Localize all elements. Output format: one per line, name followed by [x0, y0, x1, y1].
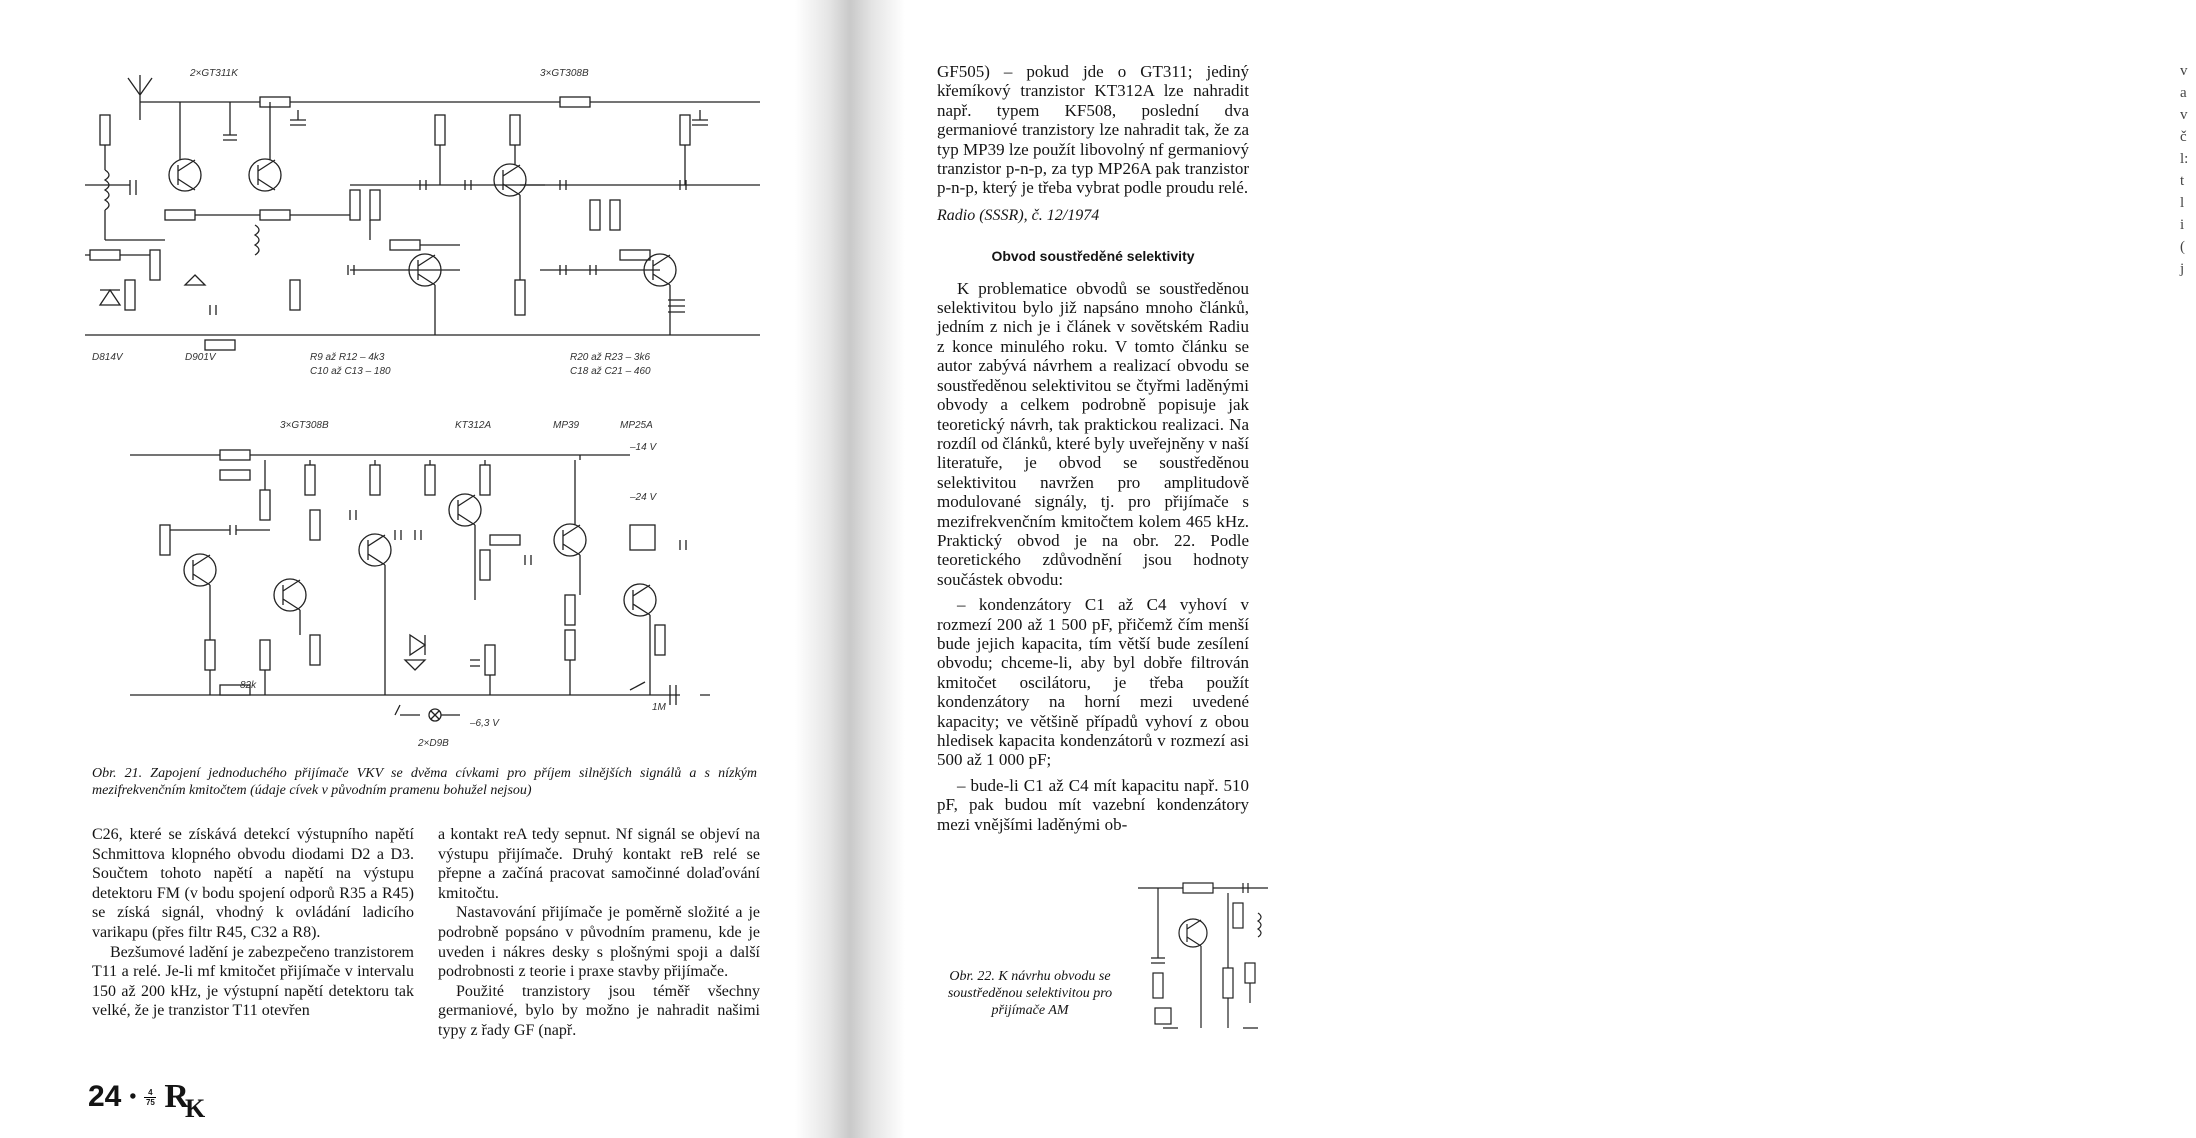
issue-number: 4 — [148, 1087, 153, 1097]
list-item: – bude-li C1 až C4 mít kapacitu např. 510 pF, pak budou mít vazební kondenzátory mezi vnějšími laděnými ob- — [937, 775, 1249, 834]
label-diodes-d9b: 2×D9B — [418, 738, 449, 749]
right-column — [937, 62, 1249, 834]
label-r20-r23: R20 až R23 – 3k6 — [570, 352, 651, 363]
label-transistors-t1-t2: 2×GT311K — [190, 68, 238, 79]
right-page — [905, 0, 2189, 1138]
source-reference: Radio (SSSR), č. 12/1974 — [937, 206, 1100, 224]
paragraph: Použité tranzistory jsou téměř všechny germaniové, bylo by možno je nahradit našimi typy z řady GF (např. — [438, 982, 760, 1039]
paragraph: a kontakt reA tedy sepnut. Nf signál se objeví na výstupu přijímače. Druhý kontakt reB relé se přepne a začíná pracovat samočinné dolaďování kmitočtu. — [438, 826, 760, 902]
paragraph: C26, které se získává detekcí výstupního napětí Schmittova klopného obvodu diodami D2 a D3. Součtem tohoto napětí a napětí na výstupu detektoru FM (v bodu spojení odporů R35 a R45) se získá signál, vhodný k ovládání ladicího varikapu (přes filtr R45, C32 a R8). — [92, 826, 414, 941]
figure-21-schematic — [70, 60, 780, 740]
figure-22-schematic — [1133, 868, 1273, 1038]
book-gutter — [795, 0, 905, 1138]
label-supply-6v3: –6,3 V — [470, 718, 499, 729]
label-r9-r12: R9 až R12 – 4k3 — [310, 352, 385, 363]
left-page — [0, 0, 815, 1138]
paragraph: Nastavování přijímače je poměrně složité a je podrobně popsáno v původním pramenu, kde je uveden i nákres desky s plošnými spoji a další podrobnosti z teorie i praxe stavby přijímače. — [438, 904, 760, 981]
paragraph: Bezšumové ladění je zabezpečeno tranzistorem T11 a relé. Je-li mf kmitočet přijímače v intervalu 150 až 200 kHz, je výstupní napětí detektoru tak velké, že je tranzistor T11 otevřen — [92, 943, 414, 1020]
label-c10-c13: C10 až C13 – 180 — [310, 366, 391, 377]
label-bottom-transistors: 3×GT308B — [280, 420, 329, 431]
label-kt312a: KT312A — [455, 420, 492, 431]
issue-fraction — [144, 1088, 156, 1107]
label-diode-d2: D901V — [185, 352, 216, 363]
paragraph: K problematice obvodů se soustředěnou selektivitou bylo již napsáno mnoho článků, jedním z nich je i článek v sovětském Radiu z konce minulého roku. V tomto článku se autor zabývá návrhem a realizací obvodu se soustředěnou selektivitou se čtyřmi laděnými obvody a celkem podrobně popisuje jak teoretický návrh, tak praktickou realizaci. Na rozdíl od článků, které byly uveřejněny v naší literatuře, je obvod se soustředěnou selektivitou navržen pro amplitudově modulované signály, tj. pro přijímače s mezifrekvenčním kmitočtem kolem 465 kHz. Praktický obvod je na obr. 22. Podle teoretického zdůvodnění jsou hodnoty součástek obvodu: — [937, 278, 1249, 589]
page-folio — [88, 1078, 202, 1123]
label-supply-14v: –14 V — [630, 442, 657, 453]
left-column-2 — [438, 825, 760, 1041]
label-r45: 82k — [240, 680, 257, 691]
label-supply-24v: –24 V — [630, 492, 657, 503]
label-c18-c21: C18 až C21 – 460 — [570, 366, 651, 377]
label-diode-d1: D814V — [92, 352, 123, 363]
left-column-1 — [92, 825, 414, 1021]
list-item: – kondenzátory C1 až C4 vyhoví v rozmezí 200 až 1 500 pF, přičemž čím menší bude jejich kapacita, tím větší bude zesílení obvodu; chceme-li, aby byl dobře filtrován kmitočet oscilátoru, je třeba použít kondenzátory na horní mezi uvedené kapacity; ve většině případů vyhoví z obou hledisek kapacita kondenzátorů v rozmezí asi 500 až 1 000 pF; — [937, 595, 1249, 770]
label-mp25a: MP25A — [620, 420, 653, 431]
label-c31: 1M — [652, 702, 666, 713]
figure-21-caption: Obr. 21. Zapojení jednoduchého přijímače VKV se dvěma cívkami pro příjem silnějších signálů a s nízkým mezifrekvenčním kmitočtem (údaje cívek v původním pramenu bohužel nejsou) — [92, 766, 757, 798]
paragraph: GF505) – pokud jde o GT311; jediný křemíkový tranzistor KT312A lze nahradit např. typem KF508, poslední dva germaniové tranzistory lze nahradit tak, že za typ MP39 lze použít libovolný nf germaniový tranzistor p-n-p, za typ MP26A pak tranzistor p-n-p, který je třeba vybrat podle proudu relé. — [937, 62, 1249, 198]
figure-22-caption: Obr. 22. K návrhu obvodu se soustředěnou selektivitou pro přijímače AM — [947, 969, 1113, 1018]
magazine-logo: $R_K$ — [164, 1078, 202, 1123]
label-transistors-t3-t5: 3×GT308B — [540, 68, 589, 79]
section-heading: Obvod soustředěné selektivity — [991, 248, 1195, 265]
next-page-edge: v a v č l: t l i ( j — [2180, 63, 2189, 277]
figure-22-caption-box — [945, 968, 1115, 1019]
label-mp39: MP39 — [553, 420, 580, 431]
page-number: 24 — [88, 1080, 122, 1113]
issue-year: 75 — [145, 1097, 155, 1107]
folio-dot: • — [129, 1085, 137, 1108]
